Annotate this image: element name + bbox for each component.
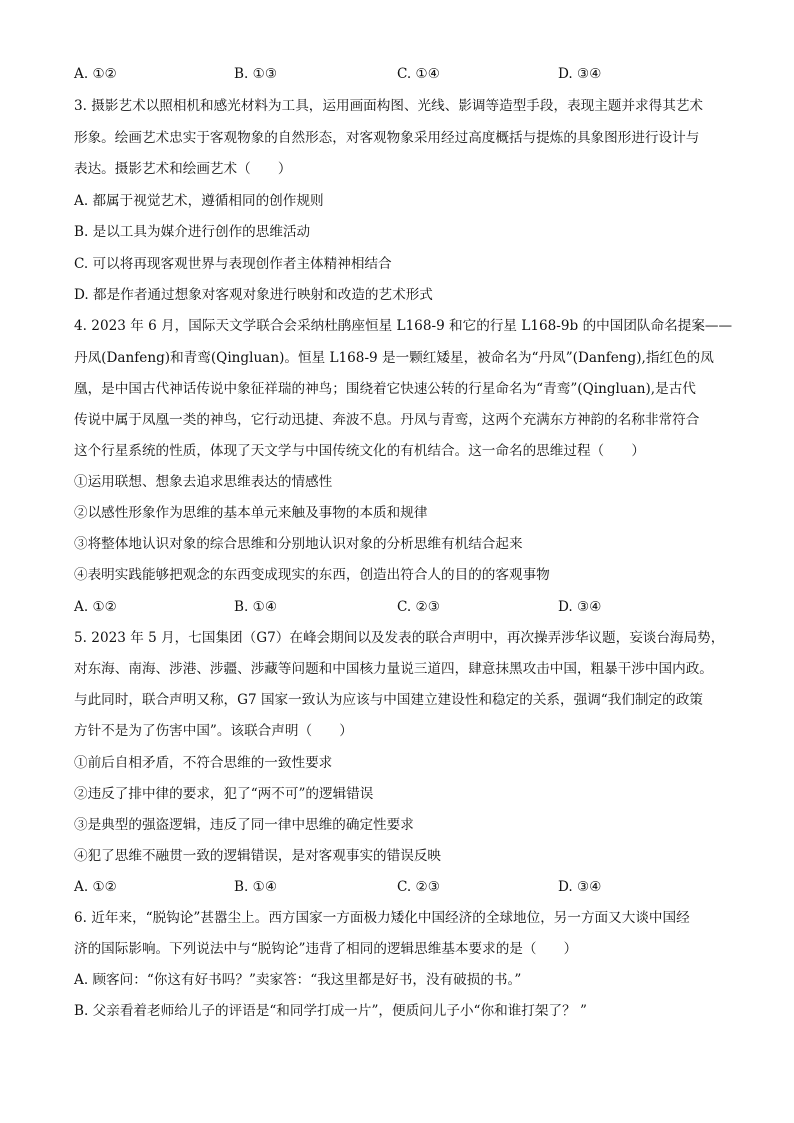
q4-stem-line: 凰，是中国古代神话传说中象征祥瑞的神鸟；围绕着它快速公转的行星命名为“青鸾”(Qingluan),是古代 bbox=[74, 381, 696, 397]
q4-option-b: B. ①④ bbox=[234, 599, 278, 615]
q3-choice-c: C. 可以将再现客观世界与表现创作者主体精神相结合 bbox=[74, 256, 392, 272]
q6-stem-line: 6. 近年来，“脱钩论”甚嚣尘上。西方国家一方面极力矮化中国经济的全球地位，另一方面又大谈中国经 bbox=[74, 910, 690, 926]
q5-stem-line: 5. 2023 年 5 月，七国集团（G7）在峰会期间以及发表的联合声明中，再次操弄涉华议题，妄谈台海局势， bbox=[74, 630, 725, 646]
q6-choice-b: B. 父亲看着老师给儿子的评语是“和同学打成一片”，便质问儿子小“你和谁打架了？ ” bbox=[74, 1003, 587, 1019]
q3-stem-line: 3. 摄影艺术以照相机和感光材料为工具，运用画面构图、光线、影调等造型手段，表现主题并求得其艺术 bbox=[74, 98, 704, 114]
q4-stem-line: 传说中属于凤凰一类的神鸟，它行动迅捷、奔波不息。丹凤与青鸾，这两个充满东方神韵的名称非常符合 bbox=[74, 412, 700, 428]
q2-option-d: D. ③④ bbox=[558, 66, 602, 82]
q3-stem-line: 形象。绘画艺术忠实于客观物象的自然形态，对客观物象采用经过高度概括与提炼的具象图形进行设计与 bbox=[74, 130, 700, 146]
q6-choice-a: A. 顾客问：“你这有好书吗？”卖家答：“我这里都是好书，没有破损的书。” bbox=[74, 972, 522, 988]
q2-option-c: C. ①④ bbox=[397, 66, 440, 82]
q6-stem-line: 济的国际影响。下列说法中与“脱钩论”违背了相同的逻辑思维基本要求的是（ ） bbox=[74, 941, 578, 957]
q4-stem-line: 丹凤(Danfeng)和青鸾(Qingluan)。恒星 L168-9 是一颗红矮星，被命名为“丹凤”(Danfeng),指红色的凤 bbox=[74, 350, 714, 366]
q5-stem-line: 对东海、南海、涉港、涉疆、涉藏等问题和中国核力量说三道四，肆意抹黑攻击中国，粗暴干涉中国内政。 bbox=[74, 661, 713, 677]
q5-options-row bbox=[0, 877, 794, 897]
q5-stem-line: 与此同时，联合声明又称，G7 国家一致认为应该与中国建立建设性和稳定的关系，强调“我们制定的政策 bbox=[74, 692, 703, 708]
q4-option-a: A. ①② bbox=[74, 599, 117, 615]
q3-choice-b: B. 是以工具为媒介进行创作的思维活动 bbox=[74, 224, 311, 240]
q2-options-row bbox=[0, 64, 794, 84]
q3-choice-a: A. 都属于视觉艺术，遵循相同的创作规则 bbox=[74, 193, 324, 209]
q5-statement-3: ③是典型的强盗逻辑，违反了同一律中思维的确定性要求 bbox=[74, 817, 414, 833]
q2-option-a: A. ①② bbox=[74, 66, 117, 82]
q5-statement-4: ④犯了思维不融贯一致的逻辑错误，是对客观事实的错误反映 bbox=[74, 848, 442, 864]
q4-option-c: C. ②③ bbox=[397, 599, 440, 615]
q4-statement-2: ②以感性形象作为思维的基本单元来触及事物的本质和规律 bbox=[74, 505, 428, 521]
q4-stem-line: 这个行星系统的性质，体现了天文学与中国传统文化的有机结合。这一命名的思维过程（ ） bbox=[74, 443, 645, 459]
q4-stem-line: 4. 2023 年 6 月，国际天文学联合会采纳杜鹃座恒星 L168-9 和它的行星 L168-9b 的中国团队命名提案—— bbox=[74, 318, 733, 334]
q4-options-row bbox=[0, 597, 794, 617]
q5-option-a: A. ①② bbox=[74, 879, 117, 895]
q4-statement-4: ④表明实践能够把观念的东西变成现实的东西，创造出符合人的目的的客观事物 bbox=[74, 567, 550, 583]
q5-option-d: D. ③④ bbox=[558, 879, 602, 895]
q5-option-b: B. ①④ bbox=[234, 879, 278, 895]
q5-statement-1: ①前后自相矛盾，不符合思维的一致性要求 bbox=[74, 755, 333, 771]
q4-statement-3: ③将整体地认识对象的综合思维和分别地认识对象的分析思维有机结合起来 bbox=[74, 536, 523, 552]
q3-stem-line: 表达。摄影艺术和绘画艺术（ ） bbox=[74, 161, 292, 177]
q2-option-b: B. ①③ bbox=[234, 66, 278, 82]
q4-statement-1: ①运用联想、想象去追求思维表达的情感性 bbox=[74, 474, 333, 490]
q4-option-d: D. ③④ bbox=[558, 599, 602, 615]
q5-option-c: C. ②③ bbox=[397, 879, 440, 895]
q5-statement-2: ②违反了排中律的要求，犯了“两不可”的逻辑错误 bbox=[74, 786, 374, 802]
q3-choice-d: D. 都是作者通过想象对客观对象进行映射和改造的艺术形式 bbox=[74, 287, 433, 303]
q5-stem-line: 方针不是为了伤害中国”。该联合声明（ ） bbox=[74, 723, 353, 739]
